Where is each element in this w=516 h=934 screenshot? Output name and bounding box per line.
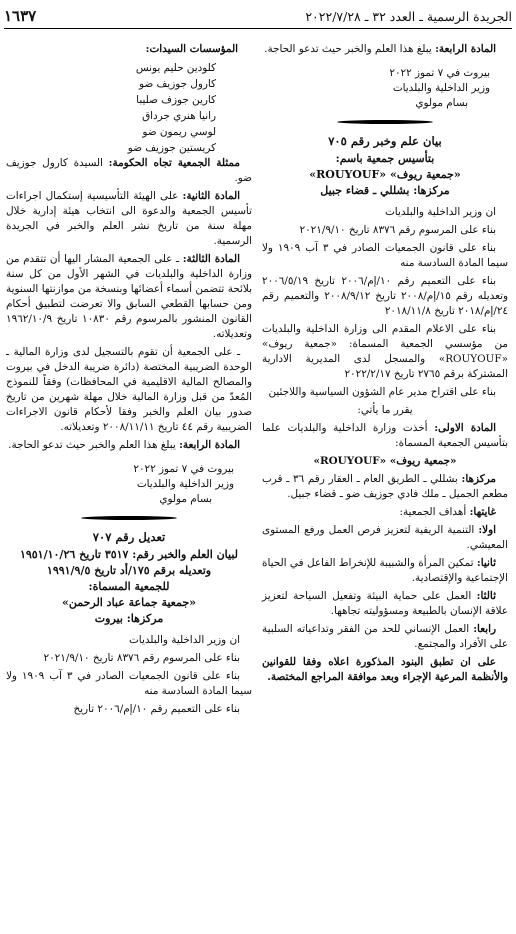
section-divider — [6, 511, 252, 525]
notice-707-hq: مركزها: بيروت — [94, 612, 164, 625]
article-3: المادة الثالثة: ـ على الجمعية المشار اليها أن تتقدم من وزارة الداخلية والبلديات في الشهر الأول من كل سنة بلائحة تتضمن أسماء أعضائها وبنسخة من موازنتها السنوية ومن حسابها القطعي السابق والا تعرضت لتطبيق أحكام القانون المنشور بالمرسوم رقم ١٠٨٣٠ تاريخ ١٩٦٢/١٠/٩ وتعديلاته. — [6, 253, 252, 340]
founder-name: رانيا هنري جرداق — [142, 110, 216, 122]
founders-label: المؤسسات السيدات: — [145, 43, 238, 55]
decision-intro: يقرر ما يأتي: — [357, 404, 413, 416]
association-name: «جمعية ريوف» «ROUYOUF» — [313, 455, 457, 467]
paragraph: بناء على قانون الجمعيات الصادر في ٣ آب ١٩٠٩ ولا سيما المادة السادسة منه — [262, 242, 508, 269]
notice-707-amendment: وتعديله برقم ١٧٥/أد تاريخ ١٩٩١/٩/٥ — [46, 564, 212, 577]
signature-name: بسام مولوي — [415, 97, 468, 109]
paragraph: بناء على التعميم رقم ١٠/إم/٢٠٠٦ تاريخ ٢٠٠٦/٥/١٩ وتعديله رقم ١٥/إم/٢٠٠٨ تاريخ ٢٠٠٨/٩/١٢ والتعميم رقم ٢٤/إم/٢٠١٨ تاريخ ٢٠١٨/١١/٨ — [262, 275, 508, 317]
notice-707-assoc-name: «جمعية جماعة عباد الرحمن» — [61, 596, 197, 609]
signature-title: وزير الداخلية والبلديات — [136, 478, 234, 490]
notice-705-subtitle: بتأسيس جمعية باسم: — [335, 152, 435, 165]
paragraph: بناء على التعميم رقم ١٠/إم/٢٠٠٦ تاريخ — [73, 703, 240, 715]
article-4: المادة الرابعة: يبلغ هذا العلم والخبر حيث تدعو الحاجة. — [264, 43, 496, 55]
goal-1: اولا: التنمية الريفية لتعزيز فرص العمل ورفع المستوى المعيشي. — [262, 524, 508, 551]
founder-name: كريستين جوزيف ضو — [127, 142, 216, 154]
signature-title: وزير الداخلية والبلديات — [392, 82, 490, 94]
notice-707-title: تعديل رقم ٧٠٧ — [92, 530, 166, 544]
notice-707-assoc-label: للجمعية المسماة: — [88, 580, 170, 593]
founder-name: كلودين حليم يونس — [135, 62, 216, 74]
article-1: المادة الاولى: أخذت وزارة الداخلية والبلديات علما بتأسيس الجمعية المسماة: — [262, 422, 508, 449]
signature-place-date: بيروت في ٧ تموز ٢٠٢٢ — [389, 67, 490, 79]
article-3-tax: ـ على الجمعية أن تقوم بالتسجيل لدى وزارة المالية ـ الوحدة الضريبية المختصة (دائرة ضريبة الدخل في بيروت والمصالح المالية الاقليمية في المحافظات) وفقاً للنموذج المُعدّ من قبل وزارة المالية خلال مهلة شهرين من تاريخ صدور بيان العلم والخبر وفقا لأحكام قانون الاجراءات الضريبية رقم ٤٤ تاريخ ٢٠٠٨/١١/١١ وتعديلاته. — [6, 346, 252, 433]
headquarters: مركزها: بشللي ـ الطريق العام ـ العقار رقم ٣٦ ـ قرب مطعم الجميل ـ ملك فادي جوزيف ضو ـ قضاء جبيل. — [262, 473, 508, 500]
founder-name: كارين جوزف صليبا — [136, 94, 216, 106]
signature-name: بسام مولوي — [159, 493, 212, 505]
gazette-title: الجريدة الرسمية ـ العدد ٣٢ ـ ٢٠٢٢/٧/٢٨ — [305, 8, 512, 24]
paragraph: ان وزير الداخلية والبلديات — [385, 206, 496, 218]
goals: غايتها: أهداف الجمعية: — [399, 506, 496, 518]
notice-707-subtitle: لبيان العلم والخبر رقم: ٣٥١٧ تاريخ ١٩٥١/١٠/٢٦ — [19, 548, 239, 561]
page-header — [4, 4, 512, 29]
paragraph: بناء على المرسوم رقم ٨٣٧٦ تاريخ ٢٠٢١/٩/١٠ — [299, 224, 496, 236]
page-number: ١٦٣٧ — [4, 7, 37, 25]
founder-name: كارول جوزيف ضو — [139, 78, 216, 90]
notice-705-assoc-name: «جمعية ريوف» «ROUYOUF» — [309, 168, 461, 181]
paragraph: ان وزير الداخلية والبلديات — [129, 634, 240, 646]
goal-4: رابعا: العمل الإنساني للحد من الفقر وتداعياته السلبية على الأفراد والمجتمع. — [262, 623, 508, 650]
right-column — [262, 42, 508, 688]
goal-2: ثانيا: تمكين المرأة والشبيبة للإنخراط الفاعل في الحياة الإجتماعية والإقتصادية. — [262, 557, 508, 584]
article-2: المادة الثانية: على الهيئة التأسيسية إستكمال اجراءات تأسيس الجمعية والدعوة الى انتخاب هيئة إدارية خلال مهلة سنة من تاريخ نشر العلم والخبر في الجريدة الرسمية. — [6, 190, 252, 247]
paragraph: بناء على الاعلام المقدم الى وزارة الداخلية والبلديات من مؤسسي الجمعية المسماة: «جمعية ريوف» «ROUYOUF» والمسجل لدى المديرية الادارية المشتركة برقم ٢٧٦٥ تاريخ ٢٠٢٢/٢/١٧ — [262, 323, 508, 380]
left-column — [6, 42, 252, 720]
article-4: المادة الرابعة: يبلغ هذا العلم والخبر حيث تدعو الحاجة. — [8, 439, 240, 451]
founders-list — [6, 60, 252, 156]
notice-705-hq: مركزها: بشللي ـ قضاء جبيل — [320, 184, 450, 197]
government-representative: ممثلة الجمعية تجاه الحكومة: السيدة كارول جوزيف ضو. — [6, 157, 252, 184]
notice-705-title: بيان علم وخبر رقم ٧٠٥ — [328, 134, 442, 148]
paragraph: بناء على اقتراح مدير عام الشؤون السياسية واللاجئين — [268, 386, 496, 398]
section-divider — [262, 115, 508, 129]
paragraph: بناء على قانون الجمعيات الصادر في ٣ آب ١٩٠٩ ولا سيما المادة السادسة منه — [6, 670, 252, 697]
founder-name: لوسي ريمون ضو — [142, 126, 216, 138]
signature-place-date: بيروت في ٧ تموز ٢٠٢٢ — [133, 463, 234, 475]
paragraph: بناء على المرسوم رقم ٨٣٧٦ تاريخ ٢٠٢١/٩/١٠ — [43, 652, 240, 664]
closing-clause: على ان تطبق البنود المذكورة اعلاه وفقا للقوانين والأنظمة المرعية الإجراء وبعد موافقة المراجع المختصة. — [262, 656, 508, 683]
goal-3: ثالثا: العمل على حماية البيئة وتفعيل السياحة لتعزيز علاقة الإنسان بالطبيعة ومسؤوليته تجاهها. — [262, 590, 508, 617]
